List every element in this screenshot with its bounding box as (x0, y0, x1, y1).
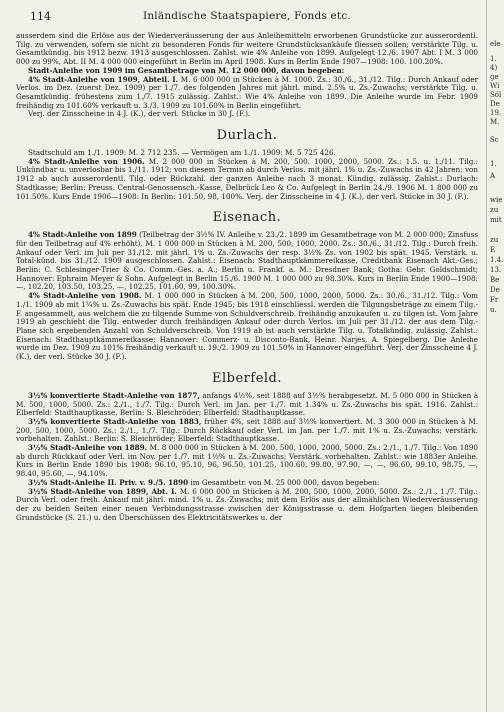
elberfeld-loan-5-text: M. 6 000 000 in Stücken à M. 200, 500, 1000, 2000, 5000. Zs.: 2./1., 1./7. Tilg.: Durch Verl. oder freih. Ankauf mit jährl. mind. 1% u. Zs.-Zuwachs; mit dem Erlös aus der allmählichen Wiederveräusserung der zu beiden Seiten einer neuen Verbindungsstrasse zwischen der Königsstrasse u. dem Hofgarten liegen bleibenden Grundstücke (S. 21.) u. den Überschüssen des Elektricitätswerkes u. der (16, 486, 478, 522)
intro-loan-abt1-text: M. 6 000 000 in Stücken à M. 1000. Zs.: 30./6., 31./12. Tilg.: Durch Ankauf oder Verlos. im Dez. (zuerst Dez. 1909) per 1./7. des folgenden Jahres mit jährl. mind. 2.5% u. Zs.-Zuwachs; verstärkte Tilg. u. Gesamtkündig. frühestens zum 1./7. 1915 zulässig. Zahlst.: Wie 4% Anleihe von 1899. Die Anleihe wurde im Febr. 1909 freihändig zu 101.60% verkauft u. 3./3. 1909 zu 101.60% in Berlin eingeführt. (16, 74, 479, 110)
durlach-debt: Stadtschuld am 1./1. 1909: M. 2 712 235. — Vermögen am 1./1. 1909: M. 5 725 426. (28, 148, 336, 158)
elberfeld-title: Elberfeld. (212, 370, 282, 386)
edge-fragment: De (490, 286, 500, 294)
page-header (16, 10, 478, 26)
eisenach-loan-1-title: 4% Stadt-Anleihe von 1899 (28, 230, 137, 240)
elberfeld-loan-5-title: 3½% Stadt-Anleihe von 1899, Abt. I. (28, 486, 177, 496)
edge-fragment: 1.4. (490, 256, 504, 264)
edge-fragment: Wi (490, 82, 500, 90)
page-title: Inländische Staatspapiere, Fonds etc. (143, 10, 351, 22)
edge-fragment: zu (490, 206, 499, 214)
elberfeld-loan-4-text: im Gesamtbetr. von M. 25 000 000, davon begeben: (190, 477, 380, 487)
edge-fragment: Fr (490, 296, 499, 304)
eisenach-title: Eisenach. (212, 210, 282, 226)
edge-fragment: ele (490, 40, 501, 48)
edge-fragment: Söl (490, 91, 502, 99)
edge-fragment: 13. (490, 266, 502, 274)
intro-loan-abt1-title: 4% Stadt-Anleihe von 1909, Abteil. I. (28, 74, 179, 84)
elberfeld-loan-3-title: 3½% Stadt-Anleihe von 1889. (28, 443, 148, 453)
durlach-loan (16, 158, 478, 202)
edge-fragment: mit (490, 216, 502, 224)
eisenach-loan-2-title: 4% Stadt-Anleihe von 1908. (28, 291, 142, 301)
durlach-loan-title: 4% Stadt-Anleihe von 1906. (28, 156, 145, 166)
elberfeld-loan-4-title: 3½% Stadt-Anleihe II. Priv. v. 9./5. 1890 (28, 477, 189, 487)
edge-fragment: De (490, 100, 500, 108)
edge-fragment: Be (490, 276, 500, 284)
edge-fragment: M. (490, 118, 500, 126)
eisenach-section (16, 210, 478, 362)
page-number: 114 (30, 10, 51, 23)
adjacent-page-edge (486, 0, 504, 712)
edge-fragment: A (490, 172, 496, 180)
intro-paragraph-4: Verj. der Zinsscheine in 4 J. (K.), der verl. Stücke in 30 J. (F.). (28, 109, 251, 119)
edge-fragment: u. (490, 306, 497, 314)
elberfeld-loan-1-title: 3½% konvertierte Stadt-Anleihe von 1877, (28, 390, 200, 400)
eisenach-loan-2-text: M. 1 000 000 in Stücken à M. 200, 500, 1000, 2000, 5000. Zs.: 30./6., 31./12. Tilg.: Vom 1./1. 1909 ab mit 1¼% u. Zs.-Zuwachs bis spät. Ende 1945; bis 1918 einschliessl. werden die Tilgungsbeträge zu einem Tilg.-F. angesammelt, aus welchem die zu tilgende Summe von Schuldverschreib. freihändig anzukaufen u. zu tilgen ist. Vom Jahre 1919 ab geschieht die Tilg. entweder durch freihändigen Ankauf oder durch Verlos. im Juli per 31./12. der aus dem Tilg.-Plane sich ergebenden Anzahl von Schuldverschreib. Von 1919 ab ist auch verstärkte Tilg. u. Totalkündig. zulässig. Zahlst.: Eisenach: Stadthauptkämmereikasse; Hannover: Commerz- u. Disconto-Bank, Heinr. Narjes, A. Spiegelberg. Die Anleihe wurde im Dez. 1909 zu 101% freihändig verkauft u. 19./2. 1909 zu 101.50% in Hannover eingeführt. Verj. der Zinsscheine 4 J. (K.), der verl. Stücke 30 J. (F.). (16, 291, 478, 362)
edge-fragment: zu (490, 236, 499, 244)
intro-paragraph-1: ausserdem sind die Erlöse aus der Wiederveräusserung der aus Anleihemitteln erworbenen Grundstücke zur ausserordentl. Tilg. zu verwenden, sofern sie nicht zu besonderen Fonds für weitere Grundstücksankäufe fliessen sollen; verstärkte Tilg. u. Gesamtkündig. bis 1912 bezw. 1913 ausgeschlossen. Zahlst. wie 4% Anleihe von 1899. Aufgelegt 12./6. 1907 Abt. I M. 3 000 000 zu 99%, Abt. II M. 4 000 000 eingeführt in Berlin im April 1908. Kurs in Berlin Ende 1907—1908: 100. 100.20%. (16, 31, 478, 67)
elberfeld-loan-2 (16, 418, 478, 444)
edge-fragment: E (490, 246, 496, 254)
edge-fragment: Sc (490, 136, 499, 144)
elberfeld-loan-5 (16, 488, 478, 523)
edge-fragment: 1. (490, 55, 497, 63)
edge-fragment: wie (490, 196, 503, 204)
elberfeld-loan-1-text: anfangs 4½%, seit 1888 auf 3½% herabgesetzt. M. 5 000 000 in Stücken à M. 500, 1000, 5000. Zs.: 2./1., 1./7. Tilg.: Durch Verl. im Jan. per 1./7. mit 1.34% u. Zs.-Zuwachs bis spät. 1916. Zahlst.: Elberfeld: Stadthauptkasse, Berlin: S. Bleichröder; Elberfeld: Stadthauptkasse. (16, 390, 478, 418)
elberfeld-loan-3-text: M. 8 000 000 in Stücken à M. 200, 500, 1000, 2000, 5000. Zs.: 2./1., 1./7. Tilg.: Von 1890 ab durch Rückkauf oder Verl. im Nov. per 1./7. mit 1½% u. Zs.-Zuwachs; Verstärk. vorbehalten. Zahlst.: wie 1883er Anleihe. Kurs in Berlin Ende 1890 bis 1908: 96.10, 95.10, 96, 96.50, 101.25, 100.60, 99.80, 97.90, —, —, 96.60, 99.10, 98.75, —, 98.40, 95.60, —, 94.10%. (16, 443, 478, 479)
elberfeld-section (16, 371, 478, 523)
elberfeld-loan-1 (16, 392, 478, 418)
edge-fragment: 1. (490, 160, 497, 168)
intro-loan-total-title: Stadt-Anleihe von 1909 im Gesamtbetrage von M. 12 000 000, davon begeben: (28, 65, 345, 75)
edge-fragment: 19. (490, 109, 502, 117)
eisenach-loan-1-text: (Teilbetrag der 3½% IV. Anleihe v. 23./2. 1899 im Gesamtbetrage von M. 2 000 000; Zinsfuss für den Teilbetrag auf 4% erhöht). M. 1 000 000 in Stücken à M. 200, 500, 1000, 2000. Zs.: 30./6., 31./12. Tilg.: Durch freih. Ankauf oder Verl. im Juli per 31./12. mit jährl. 1% u. Zs.-Zuwachs der resp. 3½% Zs. von 1902 bis spät. 1945. Verstärk. u. Total-künd. bis 31./12. 1909 ausgeschlossen. Zahlst.: Eisenach: Stadthauptkämmereikasse, Creditbank Eisenach Akt.-Ges.; Berlin: C. Schlesinger-Trier & Co. Comm.-Ges. a. A.; Berlin u. Frankf. a. M.: Dresdner Bank; Gotha: Gebr. Goldschmidt; Hannover: Ephraim Meyer & Sohn. Aufgelegt in Berlin 15./6. 1900 M. 1 000 000 zu 98.30%. Kurs in Berlin Ende 1900—1908: —, 102.20, 103.50, 103.25, —, 102.25, 101.60, 99, 100.30%. (16, 230, 478, 292)
durlach-loan-text: M. 2 000 000 in Stücken à M. 200, 500. 1000, 2000, 5000. Zs.: 1.5. u. 1./11. Tilg.: Unkündbar u. unverlosbar bis 1./11. 1912; von diesem Termin ab durch Verlos. mit jährl. 1% u. Zs.-Zuwachs in 42 Jahren; von 1912 ab auch ausserordentl. Tilg. oder Rückzahl. der ganzen Anleihe nach 3 monat. Kündig. zulässig. Zahlst.: Durlach: Stadtkasse; Berlin: Preuss. Central-Genossensch.-Kasse, Delbrück Leo & Co. Aufgelegt in Berlin 24./9. 1906 M. 1 800 000 zu 101.50%. Kurs Ende 1906—1908: In Berlin: 101.50, 98, 100%. Verj. der Zinsscheine in 4 J. (K.), der verl. Stücke in 30 J. (F.). (16, 156, 478, 201)
edge-fragment: ge (490, 73, 499, 81)
elberfeld-loan-3 (16, 444, 478, 479)
elberfeld-loan-2-text: früher 4%, seit 1888 auf 3½% konvertiert. M. 3 300 000 in Stücken à M. 200, 500, 1000, 5000. Zs.: 2./1., 1./7. Tilg.: Durch Rückkauf oder Verl. im Jan. per 1./7. mit 1% u. Zs.-Zuwachs; verstärk. vorbehalten. Zahlst.: Berlin: S. Bleichröder; Elberfeld: Stadthauptkasse. (16, 416, 478, 444)
elberfeld-loan-2-title: 3½% konvertierte Stadt-Anleihe von 1883, (28, 416, 202, 426)
intro-paragraph-3 (16, 76, 478, 111)
intro-section (16, 32, 478, 119)
edge-fragment: 4) (490, 64, 498, 72)
eisenach-loan-2 (16, 292, 478, 362)
durlach-title: Durlach. (216, 128, 278, 144)
eisenach-loan-1 (16, 231, 478, 292)
main-column (16, 10, 478, 522)
durlach-section (16, 128, 478, 201)
